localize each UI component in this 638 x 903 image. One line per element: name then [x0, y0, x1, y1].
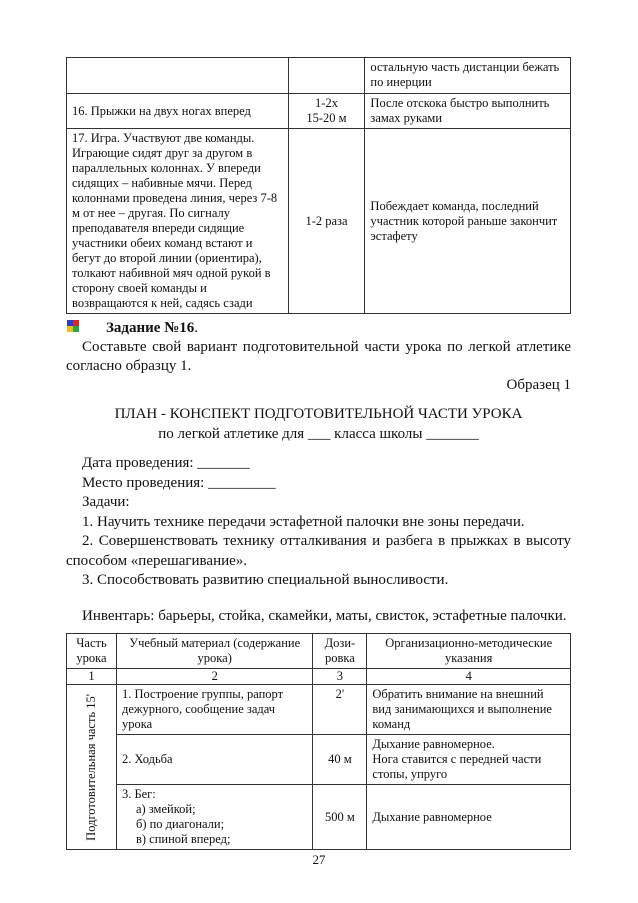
- table-cell: 500 м: [313, 785, 367, 850]
- table-row: [67, 685, 571, 735]
- table-cell: Обратить внимание на внешний вид занимающихся и выполнение команд: [367, 685, 571, 735]
- table-cell: Дыхание равномерное. Нога ставится с передней части стопы, упруго: [367, 735, 571, 785]
- page-number: 27: [312, 852, 326, 867]
- run-title: 3. Бег:: [121, 787, 156, 801]
- table-row: [67, 58, 571, 94]
- table-cell: Побеждает команда, последний участник которой раньше закончит эстафету: [365, 129, 571, 314]
- table-cell: 40 м: [313, 735, 367, 785]
- table-cell: После отскока быстро выполнить замах руками: [365, 94, 571, 129]
- table-number-row: [67, 669, 571, 685]
- sample-label: Образец 1: [506, 377, 571, 393]
- run-sub-1: а) змейкой;: [135, 802, 196, 816]
- plan-heading: ПЛАН - КОНСПЕКТ ПОДГОТОВИТЕЛЬНОЙ ЧАСТИ УРОКА: [114, 406, 523, 422]
- plan-task-3: 3. Способствовать развитию специальной выносливости.: [82, 572, 449, 588]
- task-title-dot: .: [194, 320, 199, 336]
- table-row: [67, 94, 571, 129]
- part-cell: [67, 685, 117, 850]
- column-number: 4: [367, 669, 571, 685]
- table-cell: 17. Игра. Участвуют две команды. Играющие сидят друг за другом в параллельных колоннах. У впереди сидящих – набивные мячи. Перед колоннами проведена линия, через 7-8 м от нее – другая. По сигналу преподавателя впереди сидящие участники обеих команд встают и бегут до второй линии (ориентира), толкают набивной мяч одной рукой в сторону своей команды и возвращаются к ней, садясь сзади: [67, 129, 289, 314]
- task-title: Задание №16: [106, 320, 195, 336]
- lesson-table: [66, 633, 571, 850]
- task-text: Составьте свой вариант подготовительной части урока по легкой атлетике согласно образцу 1.: [66, 339, 571, 374]
- table-cell: остальную часть дистанции бежать по инерции: [365, 58, 571, 94]
- table-cell: 1-2 раза: [288, 129, 365, 314]
- header-notes: Организационно-методические указания: [367, 634, 571, 669]
- table-row: [67, 785, 571, 850]
- plan-task-2: 2. Совершенствовать технику отталкивания и разбега в прыжках в высоту способом «перешагивание».: [66, 533, 571, 569]
- pencil-icon: [66, 319, 82, 333]
- header-part: Часть урока: [67, 634, 117, 669]
- run-sub-3: в) спиной вперед;: [135, 832, 231, 846]
- table-cell: [288, 58, 365, 94]
- column-number: 3: [313, 669, 367, 685]
- plan-task-1: 1. Научить технике передачи эстафетной палочки вне зоны передачи.: [82, 513, 525, 530]
- column-number: 2: [116, 669, 313, 685]
- table-row: [67, 129, 571, 314]
- plan-inventory: Инвентарь: барьеры, стойка, скамейки, маты, свисток, эстафетные палочки.: [82, 607, 567, 624]
- header-dose: Дози-ровка: [313, 634, 367, 669]
- table-cell: Дыхание равномерное: [367, 785, 571, 850]
- plan-date: Дата проведения: _______: [82, 455, 250, 471]
- plan-subheading: по легкой атлетике для ___ класса школы _______: [158, 425, 479, 442]
- table-cell: 16. Прыжки на двух ногах вперед: [67, 94, 289, 129]
- table-cell: [67, 58, 289, 94]
- table-cell: 1. Построение группы, рапорт дежурного, сообщение задач урока: [116, 685, 313, 735]
- plan-place: Место проведения: _________: [82, 474, 276, 491]
- part-label: Подготовительная часть 15': [84, 693, 99, 841]
- table-cell: 2. Ходьба: [116, 735, 313, 785]
- plan-section: [66, 406, 571, 626]
- table-header-row: [67, 634, 571, 669]
- table-cell: [116, 785, 313, 850]
- plan-tasks-label: Задачи:: [82, 494, 130, 510]
- table-cell: 2': [313, 685, 367, 735]
- table-cell: 1-2х 15-20 м: [288, 94, 365, 129]
- column-number: 1: [67, 669, 117, 685]
- task-section: [66, 318, 571, 395]
- table-row: [67, 735, 571, 785]
- exercise-table: [66, 57, 571, 314]
- run-sub-2: б) по диагонали;: [135, 817, 225, 831]
- header-material: Учебный материал (содержание урока): [116, 634, 313, 669]
